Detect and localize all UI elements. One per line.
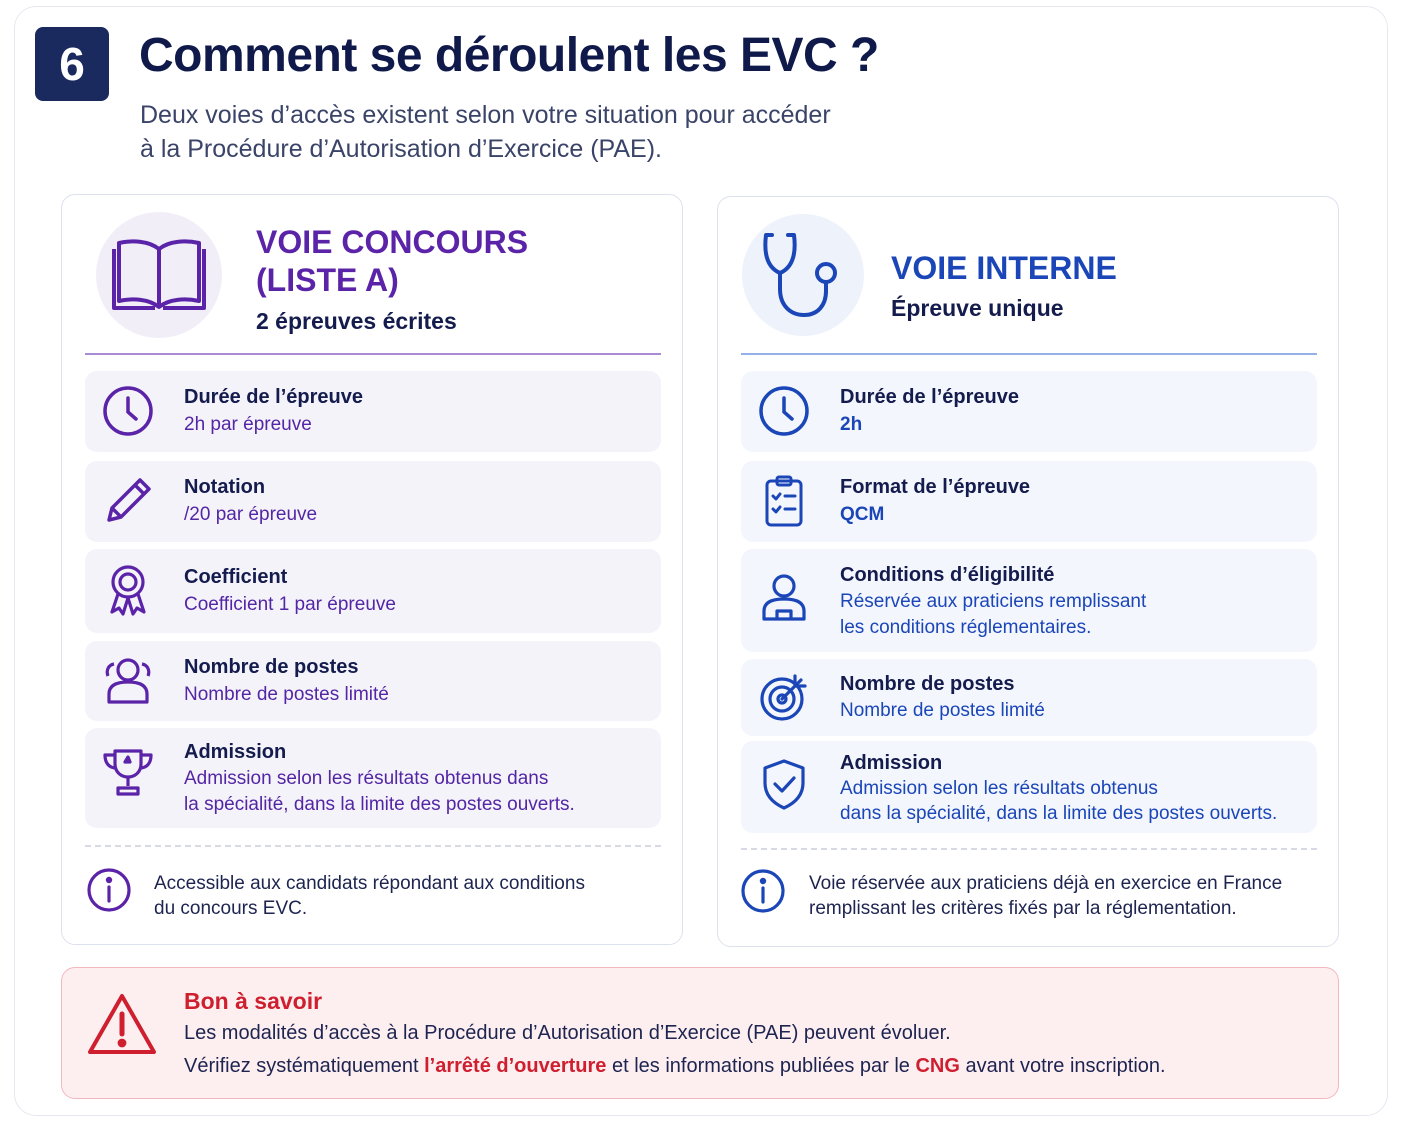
info-row-value: Coefficient 1 par épreuve — [184, 594, 396, 615]
page-title: Comment se déroulent les EVC ? — [139, 29, 879, 82]
info-row-label: Nombre de postes — [184, 656, 359, 678]
info-row-coefficient — [85, 549, 661, 633]
voie-interne-card — [717, 196, 1339, 947]
info-row-label: Admission — [184, 741, 287, 763]
info-row-label: Coefficient — [184, 566, 288, 588]
info-row-label: Durée de l’épreuve — [184, 386, 363, 408]
info-row-value-line-2: les conditions réglementaires. — [840, 617, 1092, 638]
user-icon — [757, 571, 811, 625]
step-number-badge: 6 — [35, 27, 109, 101]
info-row-eligibilite — [741, 549, 1317, 652]
info-row-value-line-2: la spécialité, dans la limite des postes ouverts. — [184, 794, 575, 815]
info-row-value: /20 par épreuve — [184, 504, 318, 525]
note-line-2: remplissant les critères fixés par la réglementation. — [809, 898, 1237, 919]
info-row-value: Nombre de postes limité — [840, 700, 1045, 721]
info-row-notation — [85, 461, 661, 542]
info-row-label: Notation — [184, 476, 266, 498]
clock-icon — [101, 384, 155, 438]
note-divider — [85, 845, 661, 847]
info-row-postes — [85, 641, 661, 721]
note-line-1: Voie réservée aux praticiens déjà en exercice en France — [809, 873, 1283, 894]
info-row-admission — [741, 741, 1317, 833]
alert-line-1: Les modalités d’accès à la Procédure d’Autorisation d’Exercice (PAE) peuvent évoluer. — [184, 1022, 951, 1044]
cng-highlight: CNG — [915, 1055, 960, 1077]
voie-interne-subtitle: Épreuve unique — [891, 295, 1064, 321]
award-ribbon-icon — [101, 563, 155, 617]
warning-triangle-icon — [87, 992, 157, 1056]
info-row-value: 2h — [840, 414, 863, 435]
clipboard-checklist-icon — [757, 474, 811, 528]
info-row-label: Conditions d’éligibilité — [840, 564, 1055, 586]
info-row-value-line-1: Réservée aux praticiens remplissant — [840, 591, 1147, 612]
pencil-icon — [101, 474, 155, 528]
voie-interne-divider — [741, 353, 1317, 355]
alert-line-2 — [184, 1055, 1166, 1078]
shield-check-icon — [757, 757, 811, 811]
info-row-label: Admission — [840, 752, 943, 774]
alert-text: Vérifiez systématiquement — [184, 1055, 425, 1077]
voie-concours-note — [154, 871, 585, 921]
page-subtitle — [140, 98, 940, 166]
voie-concours-card — [61, 194, 683, 945]
note-divider — [741, 848, 1317, 850]
info-row-postes — [741, 659, 1317, 736]
clock-icon — [757, 384, 811, 438]
info-row-value-line-1: Admission selon les résultats obtenus — [840, 778, 1158, 799]
voie-concours-title — [256, 223, 616, 299]
info-row-value-line-1: Admission selon les résultats obtenus dans — [184, 768, 549, 789]
subtitle-line-1: Deux voies d’accès existent selon votre situation pour accéder — [140, 101, 831, 129]
alert-title: Bon à savoir — [184, 988, 323, 1014]
alert-text: et les informations publiées par le — [606, 1055, 916, 1077]
info-row-admission — [85, 728, 661, 828]
voie-concours-subtitle: 2 épreuves écrites — [256, 308, 457, 334]
bon-a-savoir-alert — [61, 967, 1339, 1099]
info-row-duree — [741, 371, 1317, 452]
voie-concours-title-line-1: VOIE CONCOURS — [256, 224, 529, 260]
voie-concours-title-line-2: (LISTE A) — [256, 262, 399, 298]
note-line-1: Accessible aux candidats répondant aux conditions — [154, 873, 585, 894]
note-line-2: du concours EVC. — [154, 898, 308, 919]
subtitle-line-2: à la Procédure d’Autorisation d’Exercice (PAE). — [140, 135, 662, 163]
info-icon — [86, 867, 132, 913]
voie-concours-divider — [85, 353, 661, 355]
alert-text: avant votre inscription. — [959, 1055, 1166, 1077]
open-book-icon — [96, 212, 222, 338]
info-row-value-line-2: dans la spécialité, dans la limite des postes ouverts. — [840, 803, 1278, 824]
arrete-ouverture-highlight: l’arrêté d’ouverture — [424, 1055, 607, 1077]
info-row-duree — [85, 371, 661, 452]
info-row-label: Nombre de postes — [840, 673, 1015, 695]
info-row-value: 2h par épreuve — [184, 414, 312, 435]
info-row-value: Nombre de postes limité — [184, 684, 389, 705]
voie-interne-title: VOIE INTERNE — [891, 250, 1117, 286]
trophy-icon — [101, 746, 155, 800]
info-icon — [740, 868, 786, 914]
info-row-label: Format de l’épreuve — [840, 476, 1031, 498]
info-row-label: Durée de l’épreuve — [840, 386, 1019, 408]
voie-interne-note — [809, 871, 1282, 921]
target-icon — [757, 670, 811, 724]
stethoscope-icon — [742, 214, 864, 336]
users-icon — [101, 654, 155, 708]
info-row-format — [741, 461, 1317, 542]
info-row-value: QCM — [840, 504, 885, 525]
